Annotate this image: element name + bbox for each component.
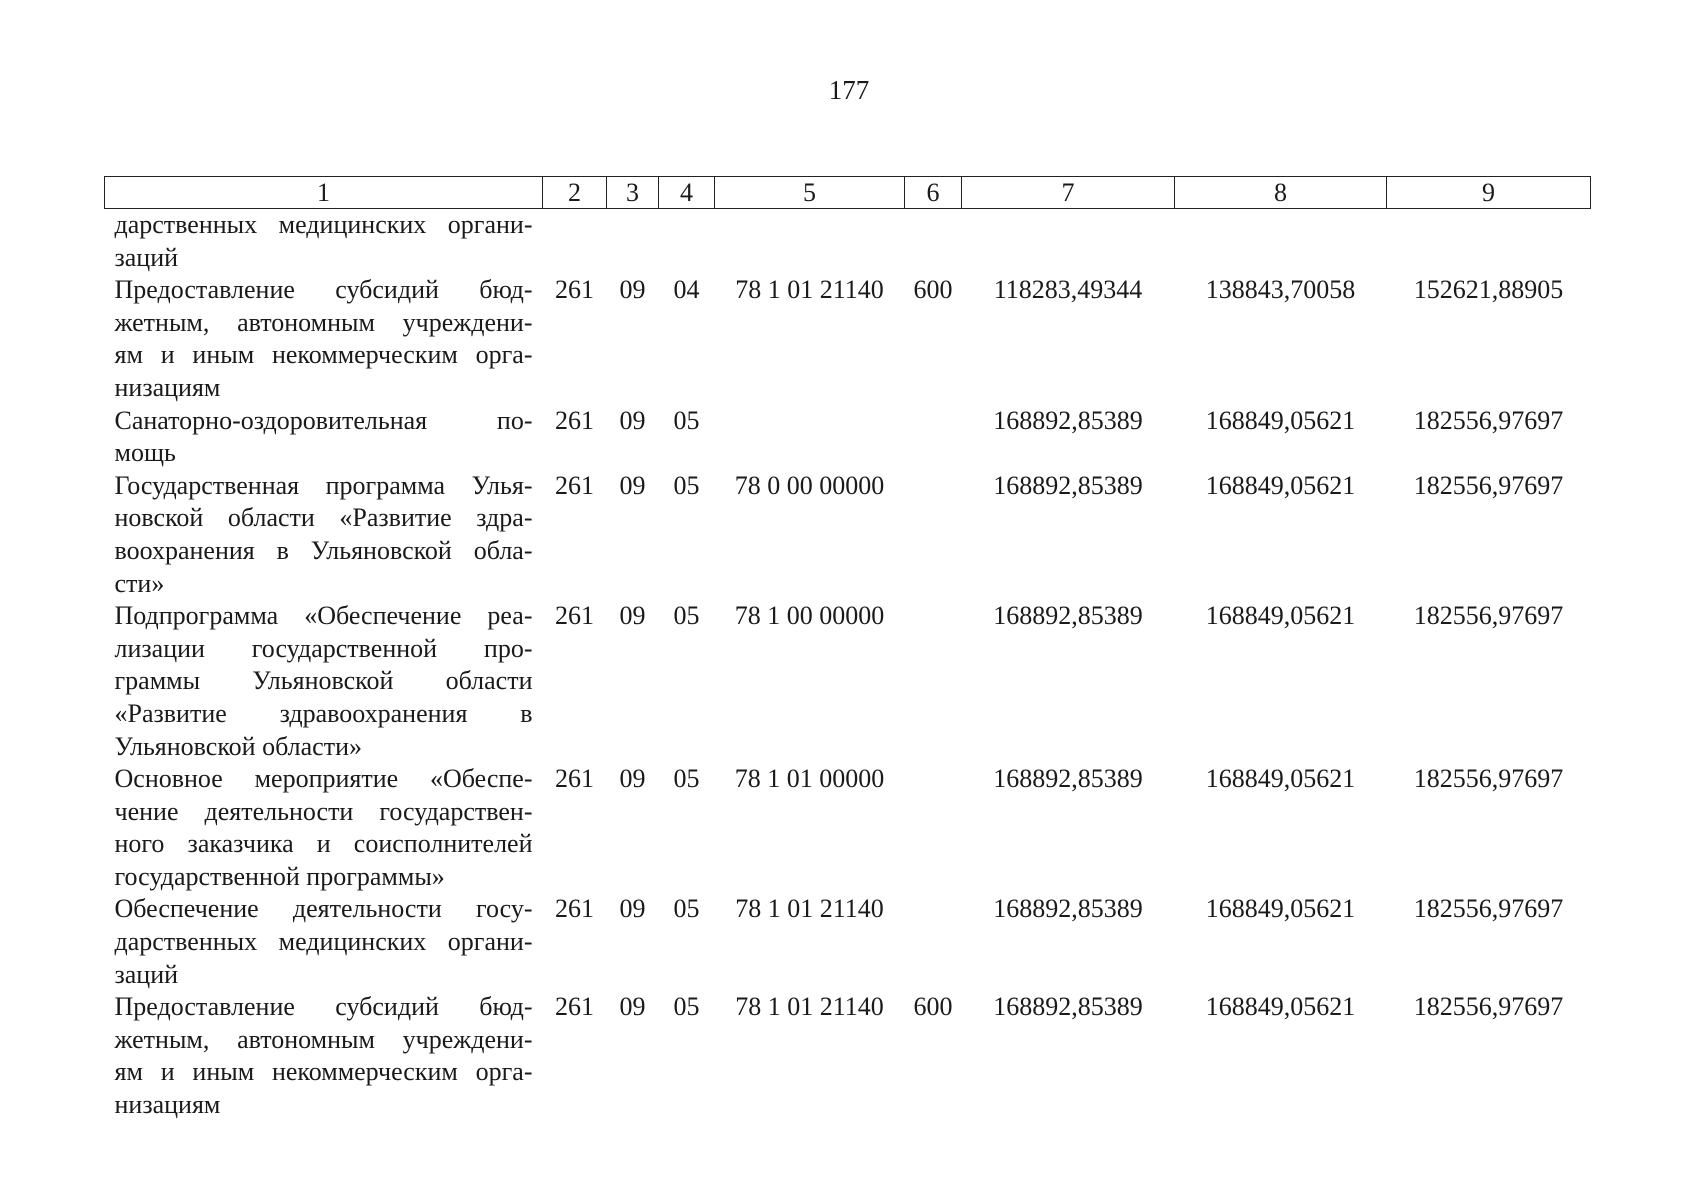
row-name bbox=[105, 763, 543, 893]
cell-razdel: 09 bbox=[619, 275, 646, 305]
cell-amount-year-3: 182556,97697 bbox=[1413, 894, 1564, 924]
row-name-line: заций bbox=[114, 242, 179, 272]
cell-glava bbox=[543, 209, 607, 275]
row-name-line: государственной программы» bbox=[114, 861, 445, 891]
row-name-line: низациям bbox=[114, 1090, 221, 1120]
cell-amount-year-2 bbox=[1175, 209, 1387, 275]
table-row bbox=[105, 209, 1591, 275]
row-name-line: Ульяновской области» bbox=[114, 731, 362, 761]
table-row bbox=[105, 470, 1591, 600]
row-name-line: Предоставление субсидий бюд- bbox=[114, 992, 533, 1022]
header-col-1: 1 bbox=[105, 177, 543, 209]
header-col-7: 7 bbox=[962, 177, 1175, 209]
cell-amount-year-3: 182556,97697 bbox=[1413, 470, 1564, 500]
row-name-line: мощь bbox=[114, 438, 176, 468]
row-name-line: новской области «Развитие здра- bbox=[114, 503, 533, 533]
cell-expense-type bbox=[905, 405, 962, 470]
header-row bbox=[105, 177, 1591, 209]
cell-podrazdel: 05 bbox=[673, 601, 700, 631]
cell-razdel: 09 bbox=[619, 992, 646, 1022]
cell-target-article: 78 1 01 21140 bbox=[735, 992, 884, 1022]
row-name-line: дарственных медицинских органи- bbox=[114, 210, 533, 239]
table-row bbox=[105, 893, 1591, 991]
cell-expense-type bbox=[905, 893, 962, 991]
cell-amount-year-2: 138843,70058 bbox=[1205, 275, 1356, 305]
cell-podrazdel: 05 bbox=[673, 992, 700, 1022]
header-col-8: 8 bbox=[1175, 177, 1387, 209]
cell-amount-year-1: 118283,49344 bbox=[993, 275, 1143, 305]
table-header bbox=[105, 177, 1591, 209]
page-number: 177 bbox=[828, 75, 870, 105]
cell-glava: 261 bbox=[555, 405, 594, 435]
cell-amount-year-2: 168849,05621 bbox=[1205, 894, 1356, 924]
row-name bbox=[105, 600, 543, 763]
cell-podrazdel bbox=[659, 209, 715, 275]
cell-amount-year-2: 168849,05621 bbox=[1205, 470, 1356, 500]
cell-amount-year-3 bbox=[1387, 209, 1591, 275]
cell-target-article: 78 1 01 21140 bbox=[735, 894, 884, 924]
cell-amount-year-1: 168892,85389 bbox=[993, 764, 1143, 794]
cell-amount-year-3: 182556,97697 bbox=[1413, 601, 1564, 631]
cell-amount-year-1: 168892,85389 bbox=[993, 894, 1143, 924]
row-name-line: дарственных медицинских органи- bbox=[114, 927, 533, 957]
cell-amount-year-1: 168892,85389 bbox=[993, 601, 1143, 631]
row-name-line: Санаторно-оздоровительная по- bbox=[114, 405, 533, 435]
row-name-line: низациям bbox=[114, 372, 221, 402]
cell-amount-year-2: 168849,05621 bbox=[1205, 764, 1356, 794]
row-name bbox=[105, 991, 543, 1121]
row-name-line: лизации государственной про- bbox=[114, 633, 533, 663]
cell-glava: 261 bbox=[555, 894, 594, 924]
cell-expense-type bbox=[905, 470, 962, 600]
cell-glava: 261 bbox=[555, 275, 594, 305]
row-name-line: ного заказчика и соисполнителей bbox=[114, 829, 533, 859]
cell-razdel: 09 bbox=[619, 894, 646, 924]
cell-podrazdel: 05 bbox=[673, 405, 700, 435]
row-name-line: чение деятельности государствен- bbox=[114, 796, 533, 826]
cell-amount-year-2: 168849,05621 bbox=[1205, 992, 1356, 1022]
cell-amount-year-3: 182556,97697 bbox=[1413, 764, 1564, 794]
header-col-2: 2 bbox=[543, 177, 607, 209]
table-row bbox=[105, 991, 1591, 1121]
budget-table bbox=[104, 176, 1591, 1122]
cell-glava: 261 bbox=[555, 601, 594, 631]
row-name-line: граммы Ульяновской области bbox=[114, 666, 533, 696]
cell-expense-type bbox=[905, 763, 962, 893]
cell-target-article bbox=[715, 209, 905, 275]
cell-expense-type bbox=[905, 209, 962, 275]
row-name-line: сти» bbox=[114, 568, 165, 598]
cell-glava: 261 bbox=[555, 992, 594, 1022]
cell-razdel: 09 bbox=[619, 601, 646, 631]
row-name-line: ям и иным некоммерческим орга- bbox=[114, 1057, 533, 1087]
cell-podrazdel: 04 bbox=[673, 275, 700, 305]
table-row bbox=[105, 405, 1591, 470]
header-col-5: 5 bbox=[715, 177, 905, 209]
row-name bbox=[105, 893, 543, 991]
cell-razdel: 09 bbox=[619, 470, 646, 500]
cell-amount-year-3: 152621,88905 bbox=[1413, 275, 1564, 305]
header-col-9: 9 bbox=[1387, 177, 1591, 209]
cell-amount-year-1 bbox=[962, 209, 1175, 275]
row-name-line: заций bbox=[114, 959, 179, 989]
row-name-line: ям и иным некоммерческим орга- bbox=[114, 340, 533, 370]
cell-amount-year-1: 168892,85389 bbox=[993, 405, 1143, 435]
row-name bbox=[105, 209, 543, 275]
cell-target-article bbox=[715, 405, 905, 470]
cell-glava: 261 bbox=[555, 764, 594, 794]
cell-amount-year-1: 168892,85389 bbox=[993, 470, 1143, 500]
cell-expense-type: 600 bbox=[913, 275, 953, 305]
row-name-line: жетным, автономным учреждени- bbox=[114, 307, 533, 337]
table-row bbox=[105, 763, 1591, 893]
cell-razdel bbox=[607, 209, 659, 275]
row-name bbox=[105, 405, 543, 470]
row-name-line: Основное мероприятие «Обеспе- bbox=[114, 764, 533, 794]
row-name-line: Предоставление субсидий бюд- bbox=[114, 275, 533, 305]
cell-target-article: 78 0 00 00000 bbox=[734, 470, 885, 500]
cell-target-article: 78 1 01 21140 bbox=[735, 275, 884, 305]
cell-target-article: 78 1 00 00000 bbox=[734, 601, 885, 631]
cell-razdel: 09 bbox=[619, 405, 646, 435]
cell-expense-type bbox=[905, 600, 962, 763]
row-name-line: Обеспечение деятельности госу- bbox=[114, 894, 533, 924]
header-col-6: 6 bbox=[905, 177, 962, 209]
cell-podrazdel: 05 bbox=[673, 764, 700, 794]
row-name-line: «Развитие здравоохранения в bbox=[114, 698, 533, 728]
cell-amount-year-3: 182556,97697 bbox=[1413, 405, 1564, 435]
cell-razdel: 09 bbox=[619, 764, 646, 794]
cell-amount-year-2: 168849,05621 bbox=[1205, 405, 1356, 435]
row-name bbox=[105, 274, 543, 404]
table-body bbox=[105, 209, 1591, 1122]
header-col-4: 4 bbox=[659, 177, 715, 209]
cell-amount-year-3: 182556,97697 bbox=[1413, 992, 1564, 1022]
row-name-line: воохранения в Ульяновской обла- bbox=[114, 535, 533, 565]
table-row bbox=[105, 600, 1591, 763]
row-name-line: жетным, автономным учреждени- bbox=[114, 1024, 533, 1054]
cell-podrazdel: 05 bbox=[673, 894, 700, 924]
cell-amount-year-2: 168849,05621 bbox=[1205, 601, 1356, 631]
row-name bbox=[105, 470, 543, 600]
row-name-line: Подпрограмма «Обеспечение реа- bbox=[114, 601, 533, 631]
cell-expense-type: 600 bbox=[913, 992, 953, 1022]
table-row bbox=[105, 274, 1591, 404]
row-name-line: Государственная программа Улья- bbox=[114, 470, 533, 500]
cell-amount-year-1: 168892,85389 bbox=[993, 992, 1143, 1022]
header-col-3: 3 bbox=[607, 177, 659, 209]
cell-glava: 261 bbox=[555, 470, 594, 500]
cell-target-article: 78 1 01 00000 bbox=[734, 764, 885, 794]
cell-podrazdel: 05 bbox=[673, 470, 700, 500]
